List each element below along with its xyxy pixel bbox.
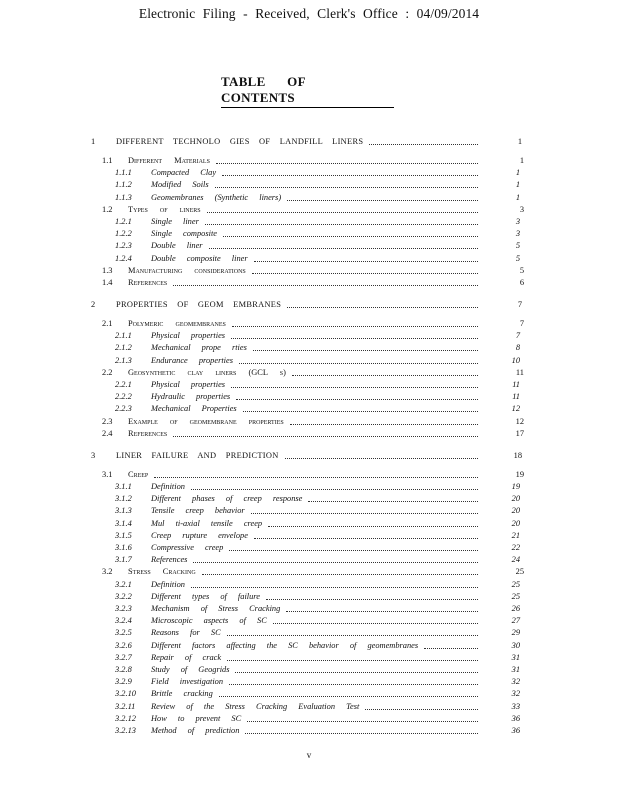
toc-entry: [0, 652, 618, 664]
toc-entry-number: 3.2.2: [115, 591, 132, 601]
toc-entry: [0, 481, 618, 493]
toc-entry-page: 33: [511, 701, 520, 711]
dot-leader: [231, 387, 478, 388]
dot-leader: [266, 599, 478, 600]
toc-entry: [0, 416, 618, 428]
toc-entry-title: Double composite liner: [151, 253, 248, 263]
dot-leader: [254, 538, 478, 539]
dot-leader: [252, 273, 478, 274]
toc-entry-title: Polymeric geomembranes: [128, 319, 226, 328]
toc-entry-number: 1.2.1: [115, 217, 132, 226]
toc-entry-number: 3.2.1: [115, 579, 132, 589]
toc-entry: [0, 167, 618, 179]
toc-entry-page: 18: [513, 450, 522, 460]
dot-leader: [173, 285, 478, 286]
toc-entry-title: LINER FAILURE AND PREDICTION: [116, 450, 279, 460]
toc-entry: [0, 330, 618, 342]
toc-entry-number: 2.2.1: [115, 380, 132, 389]
toc-entry-page: 5: [515, 253, 520, 263]
toc-entry-page: 24: [511, 555, 520, 565]
toc-entry-title: Repair of crack: [151, 652, 222, 662]
toc-entry-number: 2.3: [102, 416, 113, 426]
dot-leader: [205, 224, 478, 225]
toc-entry-page: 1: [515, 192, 520, 202]
dot-leader: [229, 684, 478, 685]
toc-entry-page: 25: [515, 567, 524, 577]
dot-leader: [154, 477, 478, 478]
dot-leader: [216, 163, 478, 164]
toc-entry-number: 3.2.9: [115, 677, 132, 687]
toc-entry-number: 1.1.3: [115, 192, 132, 202]
dot-leader: [223, 236, 478, 237]
toc-entry-page: 20: [511, 506, 520, 516]
dot-leader: [369, 144, 478, 145]
toc-entry-number: 2.4: [102, 428, 113, 438]
toc-entry: [0, 265, 618, 277]
dot-leader: [236, 399, 478, 400]
toc-entry-page: 19: [511, 482, 520, 491]
toc-entry-title: Physical properties: [151, 380, 226, 389]
toc-entry: [0, 542, 618, 554]
toc-entry-title: Different types of failure: [151, 591, 260, 601]
toc-entry-page: 10: [511, 355, 520, 365]
toc-entry-number: 3.2.11: [115, 701, 136, 711]
dot-leader: [286, 611, 478, 612]
toc-entry-title: Study of Geogrids: [151, 665, 230, 674]
toc-entry-title: Modified Soils: [151, 180, 209, 190]
toc-entry-title: Creep rupture envelope: [151, 530, 248, 540]
page-number: v: [306, 750, 312, 760]
dot-leader: [424, 648, 478, 649]
toc-entry-page: 6: [519, 278, 524, 287]
toc-entry-page: 32: [511, 677, 520, 687]
toc-entry-page: 1: [519, 156, 524, 165]
toc-entry-title: Different factors affecting the SC behavior of geomembranes: [151, 640, 419, 650]
toc-entry: [0, 367, 618, 379]
toc-entry-page: 25: [511, 579, 520, 589]
toc-entry: [0, 450, 618, 462]
toc-entry: [0, 713, 618, 725]
toc-entry-page: 26: [511, 604, 520, 613]
toc-entry-number: 2.1.3: [115, 355, 132, 365]
toc-entry-number: 3.2.8: [115, 665, 132, 674]
dot-leader: [229, 550, 478, 551]
toc-entry: [0, 299, 618, 311]
toc-entry-page: 3: [519, 204, 524, 214]
dot-leader: [251, 513, 478, 514]
toc-entry-page: 5: [519, 265, 524, 275]
toc-entry-number: 3.1.3: [115, 506, 132, 516]
toc-entry-page: 27: [511, 616, 520, 626]
toc-entry: [0, 688, 618, 700]
toc-entry: [0, 136, 618, 148]
toc-entry-number: 3.2.3: [115, 604, 132, 613]
dot-leader: [247, 721, 478, 722]
toc-entry: [0, 428, 618, 440]
toc-entry-page: 3: [515, 217, 520, 226]
dot-leader: [287, 200, 478, 201]
dot-leader: [268, 526, 478, 527]
toc-entry-page: 7: [517, 300, 522, 309]
toc-entry-page: 1: [517, 137, 522, 146]
toc-entry-page: 1: [515, 168, 520, 178]
dot-leader: [285, 458, 478, 459]
toc-entry-page: 32: [511, 689, 520, 699]
toc-entry-title: Different Materials: [128, 156, 210, 165]
dot-leader: [193, 562, 478, 563]
toc-entry-page: 30: [511, 640, 520, 650]
toc-entry-number: 3: [91, 450, 96, 460]
toc-entry-title: Single liner: [151, 217, 199, 226]
toc-entry-number: 2: [91, 300, 96, 309]
toc-entry-number: 1.2.2: [115, 229, 132, 239]
dot-leader: [243, 411, 478, 412]
toc-entry-title: References: [128, 278, 168, 287]
dot-leader: [191, 489, 478, 490]
toc-entry-number: 1: [91, 137, 96, 146]
toc-entry: [0, 277, 618, 289]
toc-entry: [0, 493, 618, 505]
toc-entry-page: 1: [515, 180, 520, 190]
toc-entry: [0, 403, 618, 415]
toc-entry-number: 3.2.7: [115, 652, 132, 662]
toc-entry-number: 1.2: [102, 204, 113, 214]
toc-entry-number: 3.2.6: [115, 640, 132, 650]
toc-entry-number: 1.2.4: [115, 253, 132, 263]
toc-entry: [0, 640, 618, 652]
toc-entry-title: Hydraulic properties: [151, 392, 231, 402]
toc-entry-page: 22: [511, 543, 520, 552]
toc-entry: [0, 530, 618, 542]
dot-leader: [173, 436, 478, 437]
toc-entry-number: 2.2.3: [115, 404, 132, 414]
toc-entry-title: DIFFERENT TECHNOLO GIES OF LANDFILL LINERS: [116, 137, 364, 146]
toc-entry-title: Field investigation: [151, 677, 224, 687]
toc-entry-title: Geosynthetic clay liners (GCL s): [128, 367, 286, 377]
toc-entry-title: Tensile creep behavior: [151, 506, 245, 516]
toc-entry-page: 12: [511, 404, 520, 414]
toc-entry-title: Definition: [151, 579, 185, 589]
toc-entry-number: 3.1.6: [115, 543, 132, 552]
toc-entry-number: 3.1.2: [115, 494, 132, 504]
toc-entry-title: Stress Cracking: [128, 567, 196, 577]
toc-entry-title: Geomembranes (Synthetic liners): [151, 192, 282, 202]
toc-entry-number: 1.4: [102, 278, 113, 287]
toc-entry-title: Manufacturing considerations: [128, 265, 246, 275]
toc-entry-title: Physical properties: [151, 331, 226, 341]
toc-entry: [0, 240, 618, 252]
toc-entry-number: 3.2.10: [115, 689, 136, 699]
toc-entry-number: 1.3: [102, 265, 113, 275]
toc-entry-page: 11: [512, 392, 520, 402]
toc-entry-number: 1.1: [102, 156, 113, 165]
toc-entry-page: 21: [511, 530, 520, 540]
toc-entry: [0, 469, 618, 481]
toc-entry-title: Mul ti-axial tensile creep: [151, 518, 263, 528]
toc-entry-title: Compacted Clay: [151, 168, 217, 178]
toc-entry-page: 11: [515, 367, 524, 377]
filing-header: Electronic Filing - Received, Clerk's Office : 04/09/2014: [138, 6, 480, 21]
toc-entry-page: 7: [519, 319, 524, 328]
toc-entry-title: Types of liners: [128, 204, 201, 214]
dot-leader: [245, 733, 478, 734]
toc-entry-page: 11: [512, 380, 520, 389]
dot-leader: [235, 672, 478, 673]
dot-leader: [191, 587, 478, 588]
toc-entry-number: 1.2.3: [115, 241, 132, 251]
toc-entry-title: Creep: [128, 469, 149, 479]
toc-entry: [0, 579, 618, 591]
toc-entry-page: 29: [511, 628, 520, 638]
toc-entry-number: 3.2.4: [115, 616, 132, 626]
toc-entry-number: 3.1.4: [115, 518, 132, 528]
dot-leader: [209, 248, 478, 249]
toc-entry: [0, 664, 618, 676]
dot-leader: [227, 635, 478, 636]
toc-entry-page: 3: [515, 229, 520, 239]
toc-entry: [0, 566, 618, 578]
toc-entry-number: 3.2.5: [115, 628, 132, 638]
toc-entry: [0, 355, 618, 367]
toc-entry: [0, 204, 618, 216]
toc-entry-title: Mechanism of Stress Cracking: [151, 604, 281, 613]
toc-entry-number: 3.1.5: [115, 530, 132, 540]
toc-entry-title: References: [151, 555, 188, 565]
toc-entry: [0, 192, 618, 204]
toc-entry-number: 3.2.12: [115, 713, 136, 723]
toc-entry-number: 2.1: [102, 319, 113, 328]
toc-entry-title: Method of prediction: [151, 726, 240, 735]
toc-entry-title: Double liner: [151, 241, 203, 251]
toc-entry: [0, 228, 618, 240]
page-title: TABLE OF CONTENTS: [221, 74, 394, 108]
toc-entry-title: PROPERTIES OF GEOM EMBRANES: [116, 300, 282, 309]
dot-leader: [239, 363, 478, 364]
toc-entry: [0, 379, 618, 391]
toc-entry: [0, 591, 618, 603]
dot-leader: [254, 261, 478, 262]
toc-entry-page: 25: [511, 591, 520, 601]
toc-entry: [0, 318, 618, 330]
toc-entry: [0, 391, 618, 403]
dot-leader: [308, 501, 478, 502]
dot-leader: [253, 350, 478, 351]
toc-entry-number: 2.2.2: [115, 392, 132, 402]
toc-entry: [0, 627, 618, 639]
toc-entry-page: 8: [515, 343, 520, 353]
toc-entry: [0, 518, 618, 530]
toc-entry: [0, 216, 618, 228]
toc-entry: [0, 701, 618, 713]
dot-leader: [227, 660, 478, 661]
toc-entry-page: 20: [511, 494, 520, 504]
dot-leader: [231, 338, 478, 339]
toc-entry-number: 2.2: [102, 367, 113, 377]
toc-entry-page: 20: [511, 518, 520, 528]
dot-leader: [202, 574, 478, 575]
toc-entry: [0, 603, 618, 615]
toc-entry-title: Different phases of creep response: [151, 494, 303, 504]
dot-leader: [222, 175, 478, 176]
toc-entry-page: 31: [511, 665, 520, 674]
toc-entry-title: Reasons for SC: [151, 628, 221, 638]
toc-entry-number: 1.1.2: [115, 180, 132, 190]
toc-entry-title: Brittle cracking: [151, 689, 213, 699]
toc-entry: [0, 554, 618, 566]
toc-entry: [0, 179, 618, 191]
dot-leader: [207, 212, 478, 213]
toc-entry: [0, 253, 618, 265]
toc-entry-title: Review of the Stress Cracking Evaluation Test: [151, 701, 360, 711]
toc-entry: [0, 505, 618, 517]
dot-leader: [287, 307, 478, 308]
toc-entry-page: 17: [515, 428, 524, 438]
toc-entry-page: 7: [515, 331, 520, 341]
dot-leader: [219, 696, 478, 697]
toc-entry-page: 12: [515, 416, 524, 426]
toc-entry-title: Microscopic aspects of SC: [151, 616, 267, 626]
toc-entry: [0, 676, 618, 688]
toc-entry-page: 5: [515, 241, 520, 251]
toc-entry-page: 36: [511, 726, 520, 735]
dot-leader: [292, 375, 478, 376]
toc-entry-title: References: [128, 428, 168, 438]
toc-entry-number: 2.1.2: [115, 343, 132, 353]
dot-leader: [365, 709, 478, 710]
dot-leader: [273, 623, 478, 624]
toc-entry-title: Endurance properties: [151, 355, 233, 365]
toc-entry-number: 3.1.7: [115, 555, 132, 565]
toc-entry: [0, 155, 618, 167]
toc-entry-title: Compressive creep: [151, 543, 224, 552]
toc-entry: [0, 725, 618, 737]
toc-entry-title: Single composite: [151, 229, 217, 239]
toc-entry-page: 19: [515, 469, 524, 479]
toc-entry-title: Example of geomembrane properties: [128, 416, 284, 426]
toc-entry-page: 36: [511, 713, 520, 723]
toc-entry-number: 3.2: [102, 567, 113, 577]
dot-leader: [232, 326, 478, 327]
toc-entry-title: How to prevent SC: [151, 713, 242, 723]
toc-entry: [0, 342, 618, 354]
toc-entry-page: 31: [511, 652, 520, 662]
toc-entry-title: Mechanical prope rties: [151, 343, 247, 353]
toc-entry-title: Definition: [151, 482, 185, 491]
dot-leader: [215, 187, 478, 188]
toc-entry-number: 3.2.13: [115, 726, 136, 735]
toc-entry-title: Mechanical Properties: [151, 404, 237, 414]
dot-leader: [290, 424, 478, 425]
toc-entry-number: 2.1.1: [115, 331, 132, 341]
toc-entry: [0, 615, 618, 627]
toc-entry-number: 1.1.1: [115, 168, 132, 178]
toc-entry-number: 3.1: [102, 469, 113, 479]
toc-entry-number: 3.1.1: [115, 482, 132, 491]
